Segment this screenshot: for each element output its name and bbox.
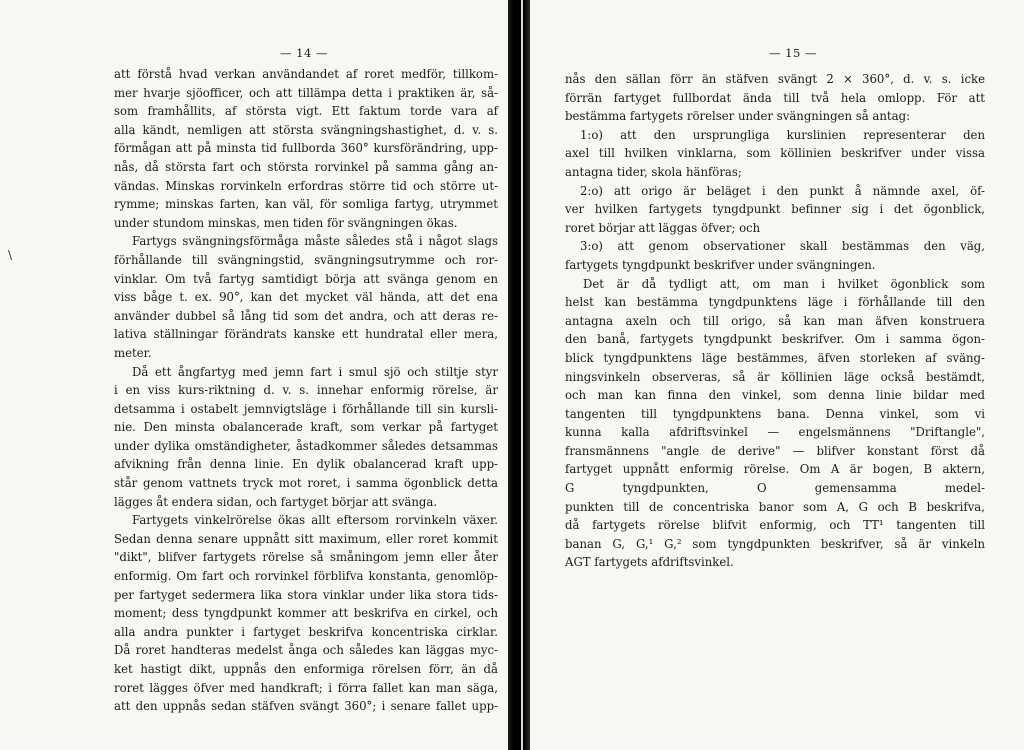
text-line: som framhållits, af största vigt. Ett faktum torde vara af — [114, 104, 498, 119]
page-number: — 14 — — [280, 46, 328, 60]
text-line: förmågan att på minsta tid fullborda 360° kursförändring, upp- — [114, 141, 498, 156]
text-line: axel till hvilken vinklarna, som köllinien beskrifver under vissa — [565, 146, 985, 161]
text-line: Då ett ångfartyg med jemn fart i smul sjö och stiltje styr — [132, 364, 498, 379]
text-line: 1:o) att den ursprungliga kurslinien representerar den — [580, 127, 985, 142]
text-line: fransmännens "angle de derive" — blifver konstant först då — [565, 443, 985, 458]
text-line: 2:o) att origo är beläget i den punkt å nämnde axel, öf- — [580, 183, 985, 198]
text-line: Det är då tydligt att, om man i hvilket ögonblick som — [583, 276, 985, 291]
text-line: AGT fartygets afdriftsvinkel. — [565, 555, 734, 570]
margin-mark: \ — [8, 248, 13, 262]
text-line: vändas. Minskas rorvinkeln erfordras större tid och större ut- — [114, 178, 498, 193]
text-line: Fartygets vinkelrörelse ökas allt eftersom rorvinkeln växer. — [132, 513, 498, 528]
text-line: viss båge t. ex. 90°, kan det mycket väl hända, att det ena — [114, 290, 498, 305]
right-page — [530, 0, 1024, 750]
body-text — [114, 65, 498, 716]
text-line: Då roret handteras medelst ånga och således kan läggas myc- — [114, 643, 498, 658]
text-line: att den uppnås sedan stäfven svängt 360°; i senare fallet upp- — [114, 699, 498, 714]
text-line: vinklar. Om två fartyg samtidigt börja att svänga genom en — [114, 271, 498, 286]
text-line: ver hvilken fartygets tyngdpunkt befinner sig i det ögonblick, — [565, 202, 985, 217]
text-line: ket hastigt dikt, uppnås den enformiga rörelsen förr, än då — [114, 662, 498, 676]
text-line: blick tyngdpunktens läge bestämmes, äfven storleken af sväng- — [565, 350, 985, 365]
text-line: per fartyget sedermera lika stora vinklar under lika stora tids- — [114, 587, 498, 602]
text-line: punkten till de concentriska banor som A, G och B beskrifva, — [565, 499, 985, 514]
text-line: ningsvinkeln observeras, så är köllinien läge också bestämdt, — [565, 369, 985, 384]
text-line: "dikt", blifver fartygets rörelse så småningom jemn eller åter — [114, 550, 498, 565]
body-text — [565, 70, 985, 572]
book-gutter — [508, 0, 530, 750]
text-line: och man kan finna den vinkel, som denna linie bildar med — [565, 388, 985, 403]
text-line: antagna tider, skola hänföras; — [565, 164, 742, 179]
text-line: under dylika omständigheter, åstadkommer således detsammas — [114, 438, 498, 453]
gutter-highlight — [521, 0, 523, 750]
text-line: tangenten till tyngdpunktens bana. Denna vinkel, som vi — [565, 406, 985, 421]
text-line: står genom vattnets tryck mot roret, i samma ögonblick detta — [114, 476, 498, 491]
text-line: moment; dess tyngdpunkt kommer att beskrifva en cirkel, och — [114, 606, 498, 621]
text-line: rymme; minskas farten, kan väl, för somliga fartyg, utrymmet — [114, 197, 498, 212]
text-line: fartygets tyngdpunkt beskrifver under svängningen. — [565, 257, 876, 272]
text-line: kunna kalla afdriftsvinkel — engelsmännens "Driftangle", — [565, 425, 985, 440]
left-page — [0, 0, 508, 750]
text-line: den banå, fartygets tyngdpunkt beskrifver. Om i samma ögon- — [565, 332, 985, 347]
text-line: förrän fartyget fullbordat ända till två hela omlopp. För att — [565, 90, 985, 105]
text-line: 3:o) att genom observationer skall bestämmas den väg, — [580, 239, 985, 254]
text-line: i en viss kurs-riktning d. v. s. innehar enformig rörelse, är — [114, 383, 498, 398]
text-line: att förstå hvad verkan användandet af roret medför, tillkom- — [114, 67, 498, 81]
text-line: enformig. Om fart och rorvinkel förblifva konstanta, genomlöp- — [114, 569, 498, 584]
text-line: under stundom minskas, men tiden för svängningen ökas. — [114, 215, 458, 230]
text-line: G tyngdpunkten, O gemensamma medel- — [565, 481, 985, 496]
text-line: använder dubbel så lång tid som det andra, och att deras re- — [114, 308, 498, 323]
text-line: roret börjar att läggas öfver; och — [565, 220, 761, 235]
text-line: nie. Den minsta obalancerade kraft, som verkar på fartyget — [114, 420, 498, 435]
text-line: nås, då största fart och största rorvinkel på samma gång an- — [114, 159, 498, 174]
text-line: förhållande till svängningstid, svängningsutrymme och ror- — [114, 252, 498, 267]
text-line: bestämma fartygets rörelser under svängningen så antag: — [565, 109, 911, 124]
text-line: helst kan bestämma tyngdpunktens läge i förhållande till den — [565, 295, 985, 310]
text-line: afvikning från denna linie. En dylik obalancerad kraft upp- — [114, 457, 498, 472]
text-line: mer hvarje sjöofficer, och att tillämpa detta i praktiken är, så- — [114, 85, 498, 100]
text-line: nås den sällan förr än stäfven svängt 2 × 360°, d. v. s. icke — [565, 72, 985, 86]
text-line: roret lägges öfver med handkraft; i förra fallet kan man säga, — [114, 680, 498, 695]
text-line: Sedan denna senare uppnått sitt maximum, eller roret kommit — [114, 531, 498, 546]
text-line: detsamma i ostabelt jemnvigtsläge i förhållande till sin kursli- — [114, 401, 498, 416]
text-line: lägges åt endera sidan, och fartyget börjar att svänga. — [114, 494, 438, 509]
text-line: alla kändt, nemligen att största svängningshastighet, d. v. s. — [114, 122, 498, 137]
page-number: — 15 — — [769, 46, 817, 60]
text-line: antagna axeln och till origo, så kan man äfven konstruera — [565, 313, 985, 328]
text-line: banan G, G,¹ G,² som tyngdpunkten beskrifver, så är vinkeln — [565, 536, 985, 551]
text-line: lativa ställningar förändrats kanske ett hundratal eller mera, — [114, 327, 498, 342]
text-line: då fartygets rörelse blifvit enformig, och TT¹ tangenten till — [565, 518, 985, 533]
text-line: alla andra punkter i fartyget beskrifva koncentriska cirklar. — [114, 624, 498, 639]
text-line: fartyget uppnått enformig rörelse. Om A är bogen, B aktern, — [565, 462, 985, 477]
text-line: meter. — [114, 345, 152, 360]
text-line: Fartygs svängningsförmåga måste således stå i något slags — [132, 234, 498, 249]
